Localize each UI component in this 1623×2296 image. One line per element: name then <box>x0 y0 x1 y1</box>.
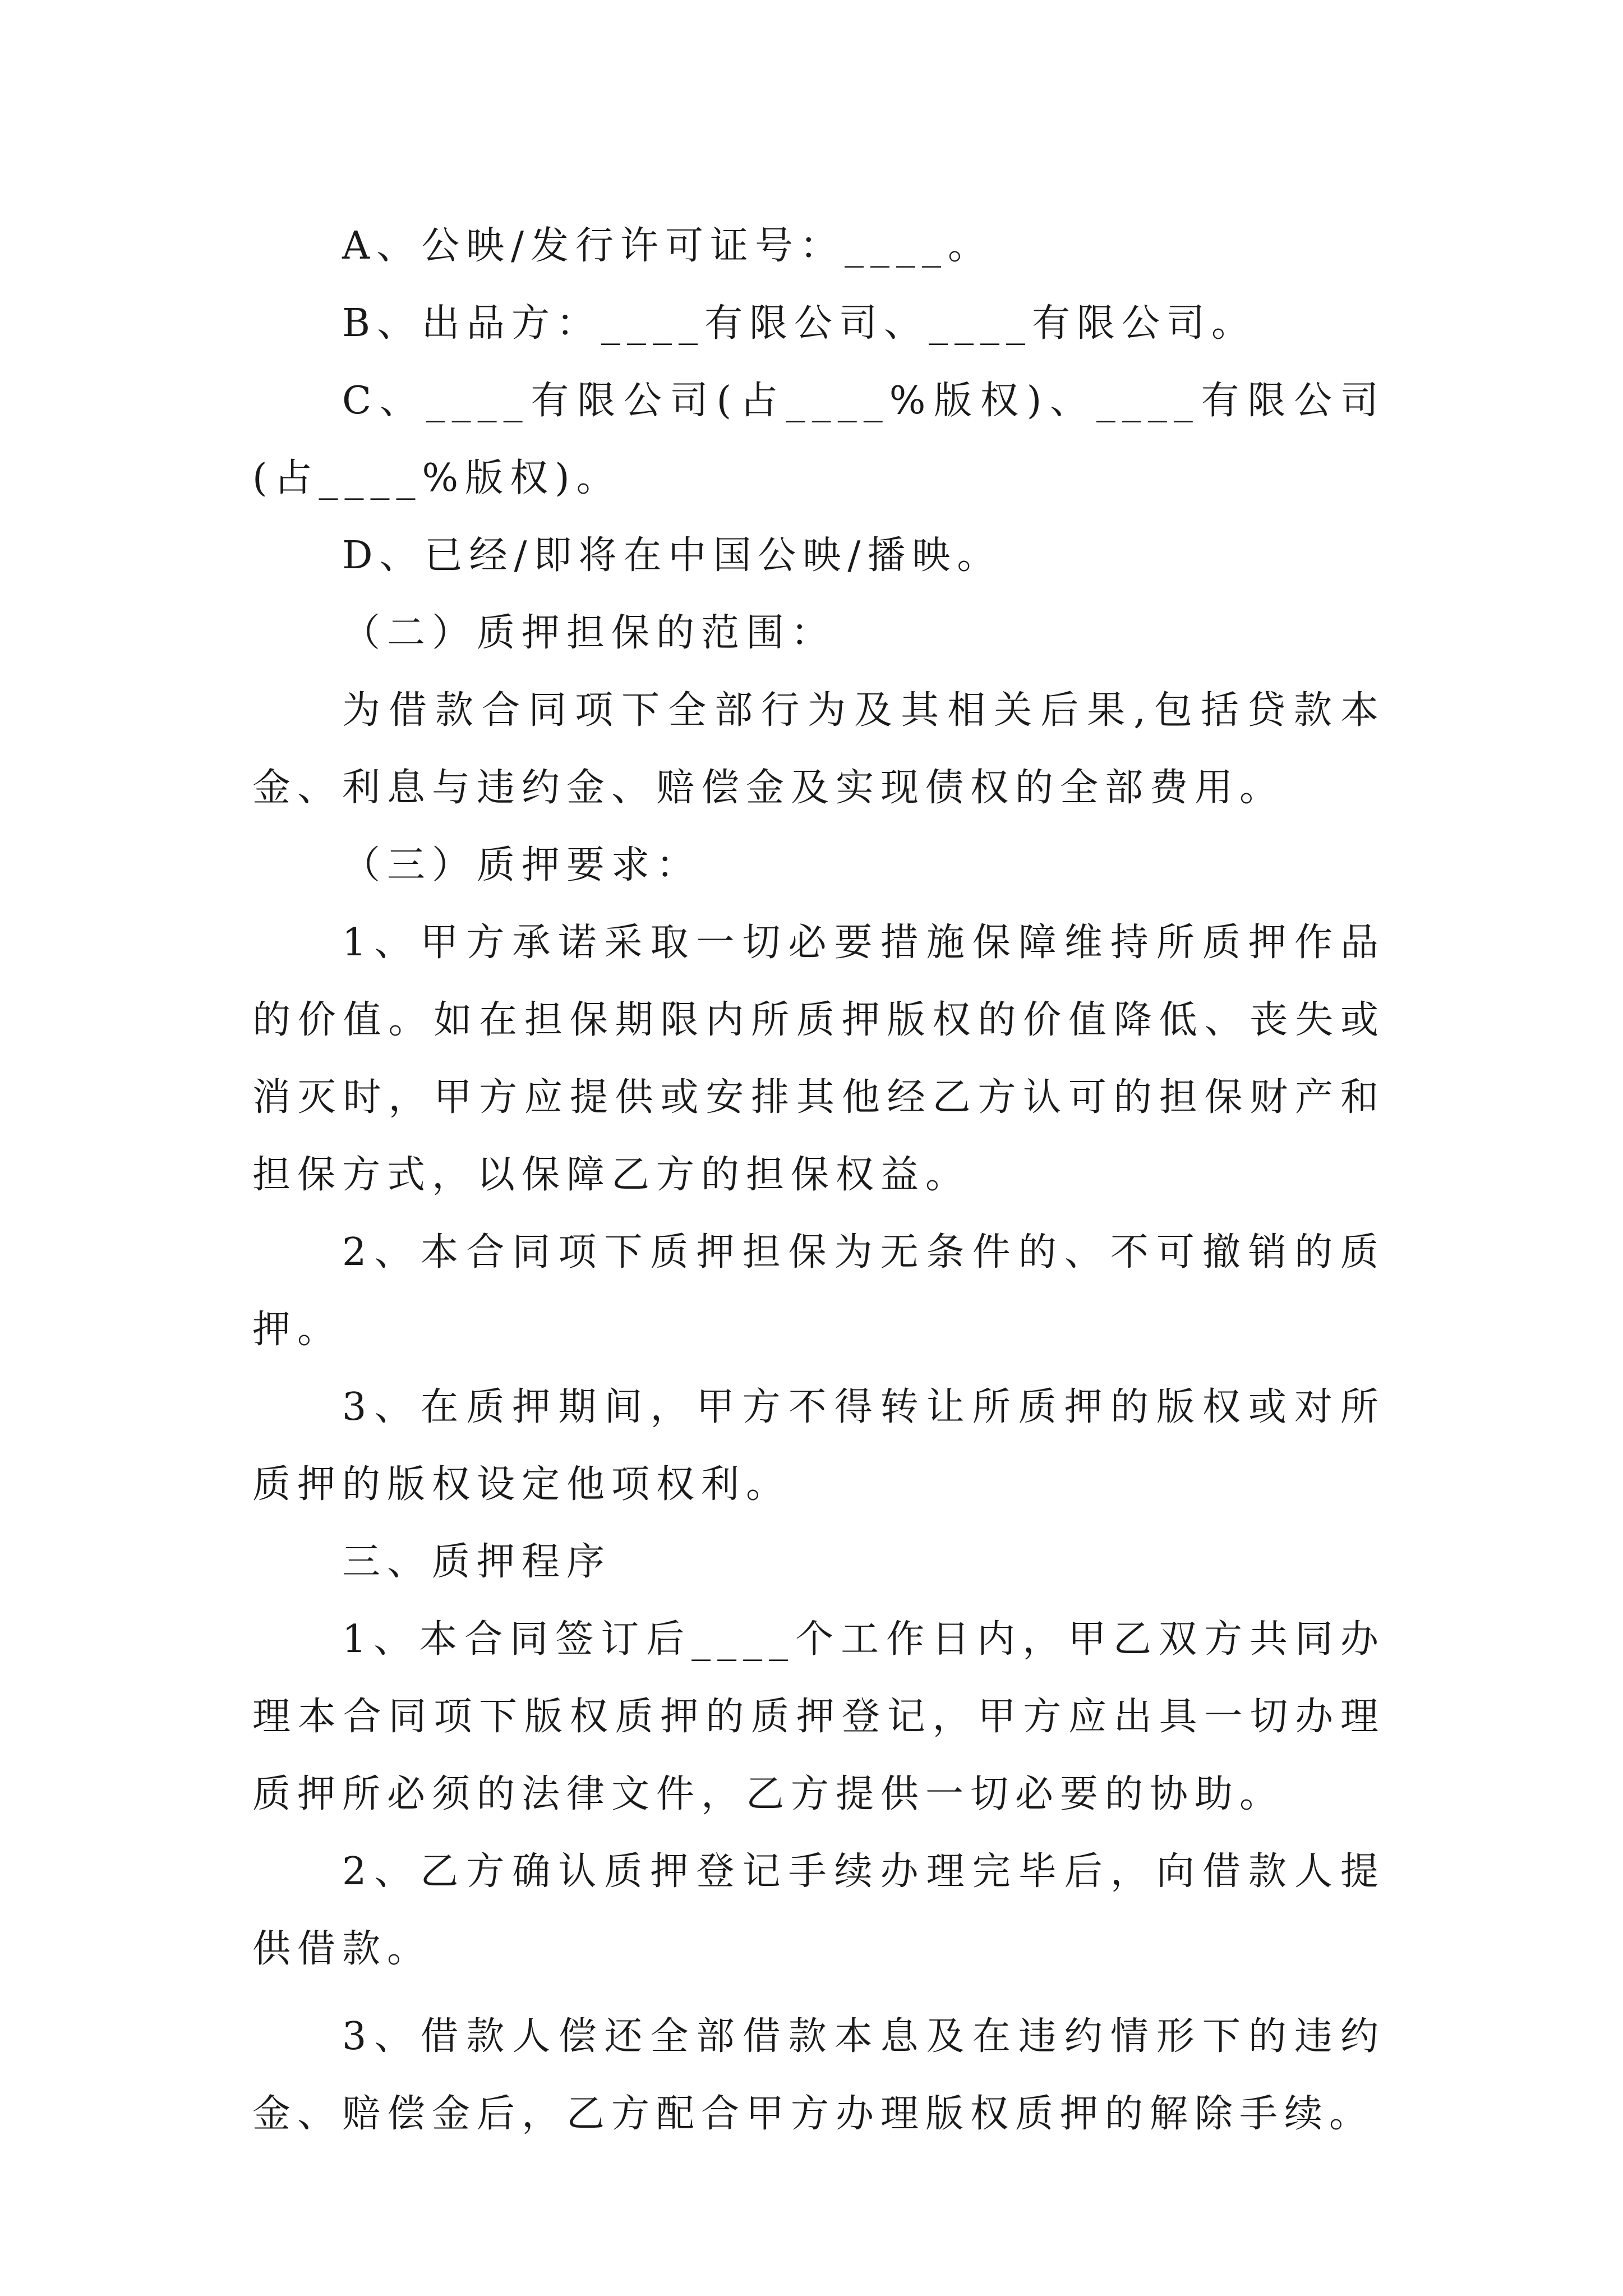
procedure-2-paragraph: 2、乙方确认质押登记手续办理完毕后，向借款人提供借款。 <box>252 1849 1385 1971</box>
procedure-heading: 三、质押程序 <box>342 1540 612 1584</box>
requirements-heading: （三）质押要求： <box>342 843 702 887</box>
requirement-2-paragraph: 2、本合同项下质押担保为无条件的、不可撤销的质押。 <box>252 1230 1385 1352</box>
scope-heading: （二）质押担保的范围： <box>342 611 836 655</box>
scope-paragraph: 为借款合同项下全部行为及其相关后果,包括贷款本金、利息与违约金、赔偿金及实现债权的全部费用。 <box>252 688 1385 810</box>
requirement-3-paragraph: 3、在质押期间，甲方不得转让所质押的版权或对所质押的版权设定他项权利。 <box>252 1385 1385 1507</box>
item-d-paragraph: D、已经/即将在中国公映/播映。 <box>342 533 1002 578</box>
document-body <box>252 208 1385 2153</box>
item-b-paragraph: B、出品方：____有限公司、____有限公司。 <box>342 301 1256 346</box>
procedure-3-paragraph: 3、借款人偿还全部借款本息及在违约情形下的违约金、赔偿金后，乙方配合甲方办理版权质押的解除手续。 <box>252 2014 1385 2136</box>
procedure-1-paragraph: 1、本合同签订后____个工作日内，甲乙双方共同办理本合同项下版权质押的质押登记，甲方应出具一切办理质押所必须的法律文件，乙方提供一切必要的协助。 <box>252 1617 1385 1816</box>
item-a-paragraph: A、公映/发行许可证号：____。 <box>342 224 993 268</box>
item-c-paragraph: C、____有限公司(占____%版权)、____有限公司(占____%版权)。 <box>252 379 1385 500</box>
requirement-1-paragraph: 1、甲方承诺采取一切必要措施保障维持所质押作品的价值。如在担保期限内所质押版权的价值降低、丧失或消灭时，甲方应提供或安排其他经乙方认可的担保财产和担保方式，以保障乙方的担保权益。 <box>252 921 1385 1197</box>
